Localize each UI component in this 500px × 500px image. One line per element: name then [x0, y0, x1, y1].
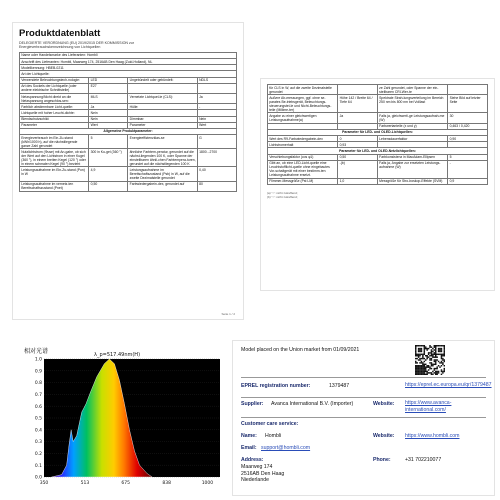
subtitle-line: DELEGIERTE VERORDNUNG (EU) 2019/2015 DER KOMMISSION zur — [19, 41, 134, 45]
table-cell: Farbwertanteile (x und y) — [377, 123, 447, 129]
spectrum-chart — [24, 345, 224, 493]
table-row — [20, 149, 237, 167]
phone-label: Phone: — [373, 457, 391, 463]
table-cell: Nein — [197, 116, 236, 122]
y-tick-label: 0.7 — [34, 393, 42, 398]
table-cell: Parameter — [20, 122, 89, 128]
table-cell: Angabe zu einer gleichwertigen Leistungsaufnahme(a) — [268, 113, 338, 123]
hombli-website-link[interactable]: https://www.hombli.com — [405, 433, 460, 439]
table-cell: Spektrale Strah-lungsverteilung im Bereich 250 nm bis 800 nm bei Volllast — [377, 95, 447, 113]
datasheet-title: Produktdatenblatt — [19, 28, 101, 39]
table-cell: 0,50 — [89, 181, 128, 191]
qr-code-icon[interactable] — [415, 345, 445, 375]
table-cell: Parameter für LED- und OLED-Netzlichtquellen: — [268, 148, 488, 154]
x-tick-label: 350 — [39, 481, 49, 486]
datasheet-table-right — [267, 84, 488, 185]
table-cell: Netzspannung/Nicht direkt an die Netzspannung angeschlos-sen: — [20, 93, 89, 103]
supplier-label: Supplier: — [241, 401, 264, 407]
table-cell: MLS — [89, 93, 128, 103]
chart-annotation: λ_p=517.49nm(H) — [94, 352, 141, 358]
table-cell: Hülle: — [128, 104, 197, 110]
table-cell: Leistungsaufnahme im Ein-Zu-stand (Pon) in W — [20, 167, 89, 181]
table-cell: Parameter — [128, 122, 197, 128]
product-info-panel — [232, 340, 495, 496]
table-cell: Nutzlichtstrom (Φuse) mit An-gabe, ob sich der Wert auf den Lichtstrom in einer Kugel (360 °), in einem breiten Kegel (120 °) oder in einem schmalen Kegel (90 °) bezieht — [20, 149, 89, 167]
datasheet-table-left — [19, 52, 237, 192]
table-cell: Nein — [89, 116, 128, 122]
y-tick-label: 0.6 — [34, 404, 42, 410]
y-tick-label: 1.0 — [34, 357, 42, 363]
table-cell: 0,93 — [338, 142, 378, 148]
table-cell: Ja — [197, 93, 236, 103]
table-cell: Art des Sockels der Lichtquelle (oder andere elektrische Schnittstelle) — [20, 83, 89, 93]
supplier-value: Avanca International B.V. (Importer) — [271, 401, 354, 407]
table-cell: Wert — [197, 122, 236, 128]
table-cell: ze Zahl gerundet, oder Spanne der ein-stellbaren CRI-Wer-te — [377, 85, 447, 95]
name-value: Hombli — [265, 433, 282, 439]
table-cell: 80 — [197, 181, 236, 191]
footnote: (b) "-": nicht zutreffend; — [267, 195, 298, 200]
table-cell: Nein — [89, 110, 128, 116]
datasheet-subtitle — [19, 41, 237, 50]
table-cell: Farbwiedergabein-dex, gerundet auf — [128, 181, 197, 191]
table-cell: Ja — [338, 113, 378, 123]
y-tick-label: 0.3 — [34, 440, 42, 446]
table-cell: Anschrift des Lieferanten: Hombli, Maarweg 174, 2516AB Den Haag (Zuid-Holland), NL — [20, 59, 237, 65]
eprel-number: 1379487 — [329, 383, 350, 389]
address-line: Niederlande — [241, 477, 269, 483]
table-row — [20, 135, 237, 149]
table-cell: 5 — [89, 135, 128, 149]
table-cell: Außere Ab-messungen, ggf. ohne se-parates Be-triebsgerät, Beleuchtungs-steuerungstei-le und Nicht-Beleuchtungs-teile (Millime-ter) — [268, 95, 338, 113]
x-tick-label: 513 — [80, 481, 90, 486]
table-cell: für CLS in W, auf die zweite Dezimalstelle gerundet — [268, 85, 338, 95]
website2-label: Website: — [373, 433, 395, 439]
table-cell: Höhe 142 / Breite 64 / Tiefe 64 — [338, 95, 378, 113]
table-cell: Gibt an, ob eine LED-Licht-quelle eine Leuchtstofflicht-quelle ohne eingebautes Vor-schaltgerät mit einer bestimm-ten Leistungsaufnahme ersetzt. — [268, 160, 338, 178]
supplier-website-link[interactable]: https://www.avanca-international.com/ — [405, 400, 452, 413]
table-cell — [128, 83, 197, 93]
table-cell: Wert des R9-Farbwiedergabein-dex — [268, 135, 338, 141]
table-cell: Art der Lichtquelle: — [20, 71, 237, 77]
table-cell: - — [448, 160, 488, 178]
table-cell: Verschiebungsfaktor (cos φ1) — [268, 154, 338, 160]
table-row — [20, 93, 237, 103]
table-cell: Leistungsaufnahme im Bereitschaftszustand (Psb) in W, auf die zweite Dezimalstelle gerundet — [128, 167, 197, 181]
table-row — [268, 95, 488, 113]
address-label: Address: — [241, 457, 264, 463]
table-cell: 300 in Ku-gel (360 °) — [89, 149, 128, 167]
table-cell: Name oder Handelsmarke des Lieferanten: Hombli — [20, 52, 237, 58]
table-cell: 0 — [338, 135, 378, 141]
table-cell: Modellkennung: HBEB-0211 — [20, 65, 237, 71]
table-cell: Messgröße für Stro-boskop-Effekte (SVM) — [377, 178, 447, 184]
table-cell — [338, 85, 378, 95]
address-line: Maarweg 174 — [241, 464, 273, 470]
table-cell: 0,9 — [448, 178, 488, 184]
footnotes — [267, 191, 488, 199]
table-cell: 1,0 — [338, 178, 378, 184]
table-cell: Farblich abstimmbare Licht-quelle: — [20, 104, 89, 110]
table-cell: Siehe Bild auf letzter Seite — [448, 95, 488, 113]
eprel-label: EPREL registration number: — [241, 383, 311, 389]
address-block — [241, 464, 284, 484]
table-cell: Energieeffizienzklas-se — [128, 135, 197, 149]
table-cell: Falls ja, Angabe zur ersetzten Leistungs-aufnahme (W) — [377, 160, 447, 178]
table-cell: E27 — [89, 83, 128, 93]
table-cell: Wert — [89, 122, 128, 128]
table-cell: 0,463 / 0,420 — [448, 123, 488, 129]
datasheet-page-1 — [12, 22, 244, 320]
table-cell: Vernetzte Lichtquel-le (CLS): — [128, 93, 197, 103]
x-tick-label: 675 — [121, 481, 131, 486]
table-row — [268, 160, 488, 178]
datasheet-page-2 — [260, 78, 495, 291]
divider — [241, 397, 486, 398]
table-cell — [448, 85, 488, 95]
table-cell: 0,50 — [338, 154, 378, 160]
table-row — [268, 85, 488, 95]
address-line: 2516AB Den Haag — [241, 470, 285, 477]
y-tick-label: 0.9 — [34, 369, 42, 375]
page-number: Seite 1 / 2 — [221, 312, 235, 316]
footnote: (a) "-": nicht zutreffend; — [267, 191, 298, 196]
y-tick-label: 0.2 — [34, 452, 42, 457]
y-tick-label: 0.5 — [34, 416, 42, 422]
table-cell: Lebensdauerfaktor — [377, 135, 447, 141]
table-cell: Ungebündelt oder gebündelt: — [128, 77, 197, 83]
table-cell: 5 — [448, 154, 488, 160]
table-cell: G — [197, 135, 236, 149]
table-cell: NDLS — [197, 77, 236, 83]
table-cell: Flimmer-Messgröße (Pst LM) — [268, 178, 338, 184]
table-cell: Falls ja, gleichwerti-ge Leistungsaufnah-me (W) — [377, 113, 447, 123]
y-tick-label: 0.0 — [34, 475, 42, 481]
chart-title: 相对光谱 — [24, 348, 49, 355]
customer-care-label: Customer care service: — [241, 421, 299, 427]
table-cell: Leistungsaufnahme im vernetz-ten Bereitschaftszustand (Pnet) — [20, 181, 89, 191]
table-cell: LED — [89, 77, 128, 83]
table-row — [20, 167, 237, 181]
table-cell: Dimmbar: — [128, 116, 197, 122]
eprel-link[interactable]: https://eprel.ec.europa.eu/qr/1379487 — [405, 382, 492, 388]
divider — [241, 417, 486, 418]
market-date-header: Model placed on the Union market from 01/09/2021 — [241, 347, 360, 353]
spectrum-svg — [24, 345, 224, 493]
table-row — [268, 178, 488, 184]
email-link[interactable]: support@hombli.com — [261, 445, 311, 451]
table-cell: Energieverbrauch im Ein-Zu-stand (kWh/1000 h), auf die nächstliegende ganze Zahl gerundet — [20, 135, 89, 149]
subtitle-line: Energieverbrauchskennzeichnung von Lichtquellen — [19, 45, 101, 50]
table-cell: Allgemeine Produktparameter: — [20, 128, 237, 134]
table-cell: Farbkonsistenz in MacAdam-Ellipsen — [377, 154, 447, 160]
phone-value: +31 702210077 — [405, 457, 442, 463]
table-cell: 30 — [448, 113, 488, 123]
y-tick-label: 0.1 — [34, 463, 42, 469]
table-cell: Parameter für LED- und OLED-Lichtquellen: — [268, 129, 488, 135]
x-tick-label: 1000 — [201, 481, 214, 486]
table-cell: -(b) — [338, 160, 378, 178]
table-row — [268, 113, 488, 123]
table-cell — [197, 83, 236, 93]
y-tick-label: 0.8 — [34, 381, 42, 387]
table-cell: Lichtstromerhalt — [268, 142, 338, 148]
table-cell: Blendschutzschild: — [20, 116, 89, 122]
x-tick-label: 838 — [162, 481, 171, 486]
website-label: Website: — [373, 401, 395, 407]
divider — [241, 377, 486, 378]
table-cell: ähnliche Farbtem-peratur, gerundet auf die nächst-liegenden 100 K, oder Spanne der einstellbaren ähnli-chen Farbtempera-turen, gerundet auf die nächstliegenden 100 K — [129, 149, 196, 166]
table-cell: 0,90 — [448, 135, 488, 141]
table-row — [20, 181, 237, 191]
name-label: Name: — [241, 433, 257, 439]
table-cell: Verwendete Beleuchtungstech-nologie: — [20, 77, 89, 83]
table-cell: 1800...2700 — [197, 149, 236, 167]
table-cell: Lichtquelle mit hoher Leucht-dichte: — [20, 110, 89, 116]
table-cell: 4,9 — [89, 167, 128, 181]
y-tick-label: 0.4 — [34, 428, 42, 434]
email-label: Email: — [241, 445, 257, 451]
table-cell: Ja — [89, 104, 128, 110]
table-row — [20, 83, 237, 93]
table-cell: - — [197, 104, 236, 110]
table-cell: 0,40 — [197, 167, 236, 181]
